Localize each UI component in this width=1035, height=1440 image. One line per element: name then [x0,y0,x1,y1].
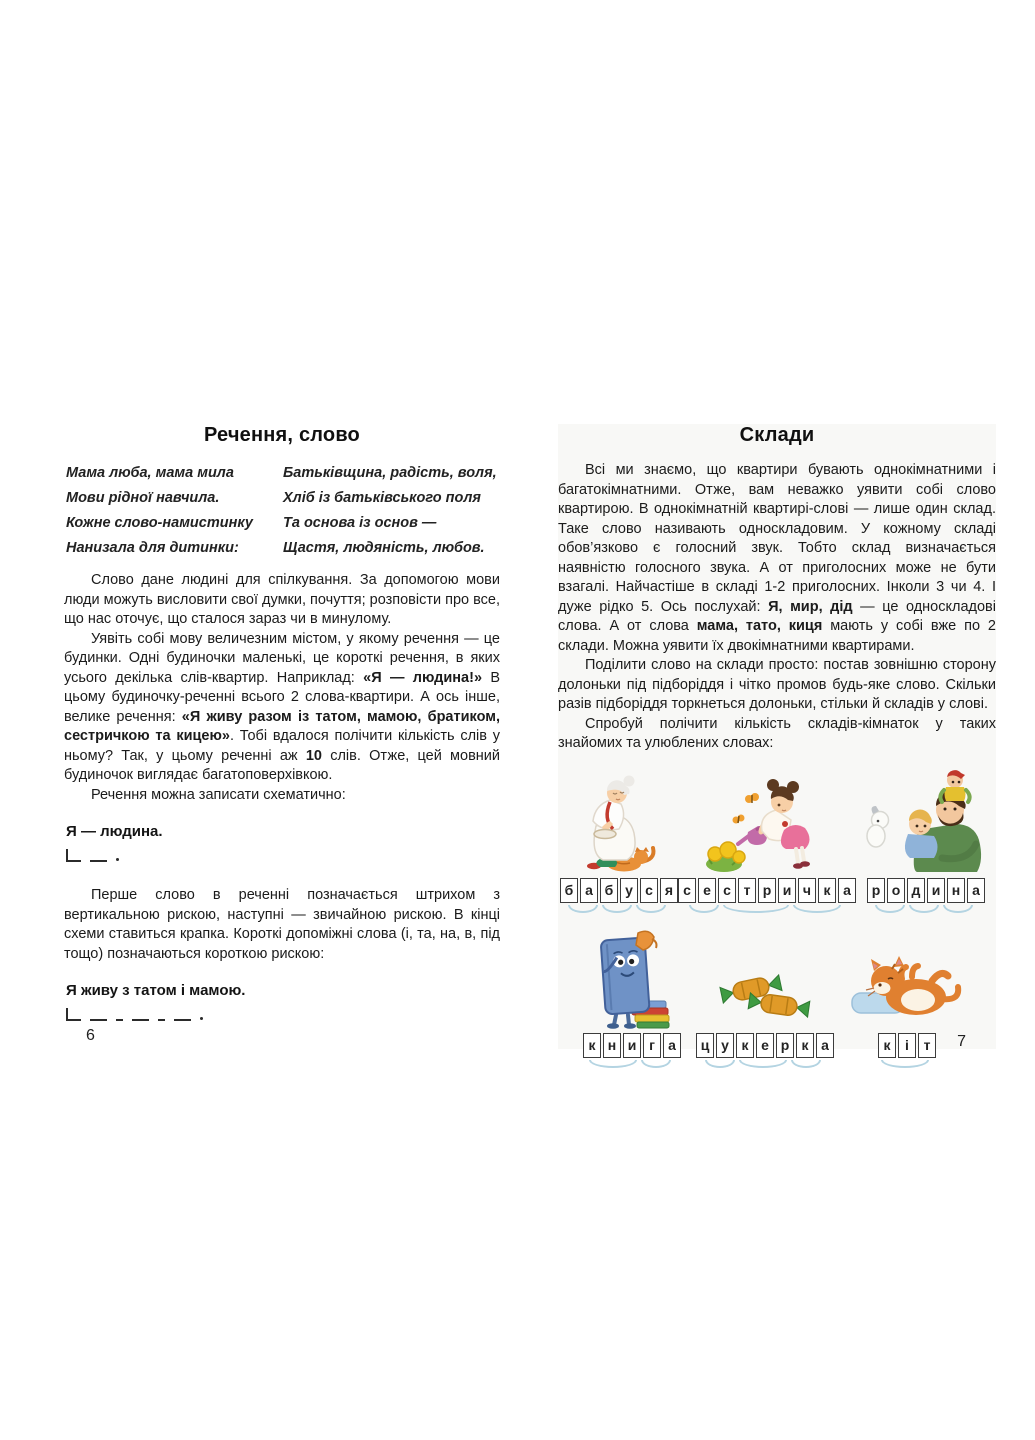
bold-text-run: Я, мир, дід [768,598,853,615]
text-run: — це односкладові слова. А от слова [558,598,996,634]
word-cards-row-2 [558,929,996,1070]
paragraph [558,715,996,754]
letter-box: е [698,878,716,903]
scheme-mark-first [66,849,81,862]
letter-box: д [907,878,925,903]
syllable-arc [791,1060,821,1068]
sentence-scheme-1 [66,823,500,862]
scheme-sentence: Я — людина. [66,823,163,840]
letter-box: т [918,1033,936,1058]
letter-box: і [898,1033,916,1058]
letter-box: а [663,1033,681,1058]
bold-text-run: мама, тато, киця [696,618,823,634]
letter-row [867,878,985,903]
letter-box: и [927,878,945,903]
poem-line: Та основа із основ — [283,515,437,531]
letter-box: с [678,878,696,903]
text-run: Перше слово в реченні позначається штрихом з вертикальною рискою, наступні — звичайною рискою. В кінці схеми ставиться крапка. Короткі допоміжні слова (і, та, на, в, під тощо) позначаються короткою рискою: [64,887,500,962]
paragraph [64,630,500,786]
letter-box: с [640,878,658,903]
letter-box: а [838,878,856,903]
poem-line: Щастя, людяність, любов. [283,540,485,556]
scheme-mark-short [158,1010,165,1021]
letter-box: к [736,1033,754,1058]
scheme-mark-dash [90,1008,107,1021]
text-run: Поділити слово на склади просто: постав зовнішню сторону долоньки під підборіддя і чітко промов будь-яке слово. Скільки разів підборіддя торкнеться долоньки, стільки й складів у слові. [558,657,996,712]
poem-line: Кожне слово-намистинку [66,515,253,531]
letter-box: ц [696,1033,714,1058]
letter-box: у [620,878,638,903]
word-card-sestrychka [678,772,856,915]
letter-row [878,1033,936,1058]
grandmother-feeding-cat-illustration [564,772,674,874]
letter-box: р [758,878,776,903]
poem-column-1 [66,461,283,561]
letter-row [678,878,856,903]
bold-text-run: «Я — людина!» [363,669,483,686]
letter-box: к [796,1033,814,1058]
syllable-arcs [705,1060,825,1070]
poem-line: Батьківщина, радість, воля, [283,465,497,481]
text-run: слів. Отже, цей мовний будиночок виглядає багатоповерхівкою. [64,747,500,783]
family-with-children-and-dog-illustration [856,766,996,874]
text-run: В цьому будиночку-реченні всього 2 слова-квартири. А ось інше, велике речення: [64,669,501,725]
syllable-arc [641,1060,671,1068]
scheme-mark-dash [132,1008,149,1021]
scheme-mark-first [66,1008,81,1021]
letter-box: б [600,878,618,903]
syllable-arc [602,905,632,913]
letter-box: о [887,878,905,903]
text-run: Речення можна записати схематично: [91,786,346,803]
scheme-mark-dash [90,849,107,862]
page-number-right: 7 [957,1033,966,1050]
girl-watering-flowers-illustration [692,772,842,874]
syllable-arcs [881,1060,933,1070]
butterfly [745,793,759,803]
sentence-scheme-2 [66,982,500,1021]
letter-box: и [623,1033,641,1058]
syllable-arc [943,905,973,913]
text-run: Всі ми знаємо, що квартири бувають однокімнатними і багатокімнатними. Отже, вам неважко уявити собі слово квартирою. В однокімнатній квартирі-слові — лише один склад. Таке слово називають односкладовим. У кожному складі обов’язково є голосний звук. Тобто склад визначається наявністю голосного звука. А от приголосних може не бути взагалі. Найчастіше в складі 1-2 приголосних. Інколи 3 чи 4. І дуже рідко 5. Ось послухай: [558,462,996,615]
word-card-babusia [560,772,678,915]
cat-lying-on-pillow-illustration [844,943,970,1029]
page-number-left: 6 [86,1027,95,1044]
letter-box: т [738,878,756,903]
letter-box: р [776,1033,794,1058]
letter-row [696,1033,834,1058]
page-left [64,424,500,1049]
syllable-arc [881,1060,929,1068]
text-run: Уявіть собі мову величезним містом, у якому речення — це будинки. Одні будиночки маленькі, це короткі речення, в яких усього декілька слів-квартир. Наприклад: [64,630,500,686]
poem [66,461,500,561]
letter-box: р [867,878,885,903]
letter-box: а [816,1033,834,1058]
text-run: мають у собі вже по 2 склади. Можна уявити їх двокімнатними квартирами. [558,618,996,654]
text-run: . Тобі вдалося полічити кількість слів у ньому? Так, у цьому реченні аж [64,728,500,764]
letter-box: к [878,1033,896,1058]
syllable-arc [636,905,666,913]
letter-box: г [643,1033,661,1058]
letter-box: б [560,878,578,903]
paragraph [64,786,500,806]
syllable-arcs [689,905,845,915]
syllable-arc [739,1060,787,1068]
page-title-left: Речення, слово [204,424,360,446]
text-run: Слово дане людині для спілкування. За допомогою мови люди можуть висловити свої думки, почуття; розповісти про все, що нас оточує, що сталося зараз чи в минулому. [64,572,501,627]
letter-box: у [716,1033,734,1058]
letter-box: ч [798,878,816,903]
scheme-mark-period [116,858,119,861]
letter-box: к [583,1033,601,1058]
scheme-mark-dash [174,1008,191,1021]
letter-box: к [818,878,836,903]
poem-line: Мама люба, мама мила [66,465,234,481]
scheme-marks [66,846,500,862]
syllable-arcs [589,1060,675,1070]
wrapped-candies-illustration [707,963,823,1029]
page-right [558,424,996,1053]
syllable-arc [568,905,598,913]
bold-text-run: 10 [305,747,322,764]
word-card-tsukerka [696,963,834,1070]
scheme-mark-period [200,1017,203,1020]
word-card-kit [844,943,970,1070]
poem-column-2 [283,461,500,561]
word-card-knyha [578,929,686,1070]
poem-line: Хліб із батьківського поля [283,490,481,506]
letter-row [583,1033,681,1058]
syllable-arc [875,905,905,913]
scheme-marks [66,1005,500,1021]
text-run: Спробуй полічити кількість складів-кімнаток у таких знайомих та улюблених словах: [558,715,996,751]
syllable-arc [689,905,719,913]
syllable-arcs [568,905,670,915]
paragraph [64,571,500,630]
paragraph [64,886,500,964]
poem-line: Нанизала для дитинки: [66,540,239,556]
syllable-arc [723,905,789,913]
scheme-sentence: Я живу з татом і мамою. [66,982,246,999]
syllable-arc [589,1060,637,1068]
paragraph [558,461,996,656]
syllable-arc [793,905,841,913]
letter-box: а [967,878,985,903]
letter-box: и [778,878,796,903]
letter-box: н [947,878,965,903]
letter-box: а [580,878,598,903]
paragraph [558,656,996,715]
page-title-right: Склади [739,424,815,446]
letter-box: н [603,1033,621,1058]
bold-text-run: «Я живу разом із татом, мамою, братиком, сестричкою та кицею» [64,708,500,744]
book-character-illustration [578,929,686,1029]
syllable-arc [909,905,939,913]
word-cards-row-1 [558,766,996,915]
letter-box: е [756,1033,774,1058]
syllable-arc [705,1060,735,1068]
scheme-mark-short [116,1010,123,1021]
syllable-arcs [875,905,977,915]
letter-row [560,878,678,903]
letter-box: с [718,878,736,903]
butterfly [733,814,745,823]
letter-box: я [660,878,678,903]
word-card-rodyna [856,766,996,915]
poem-line: Мови рідної навчила. [66,490,220,506]
